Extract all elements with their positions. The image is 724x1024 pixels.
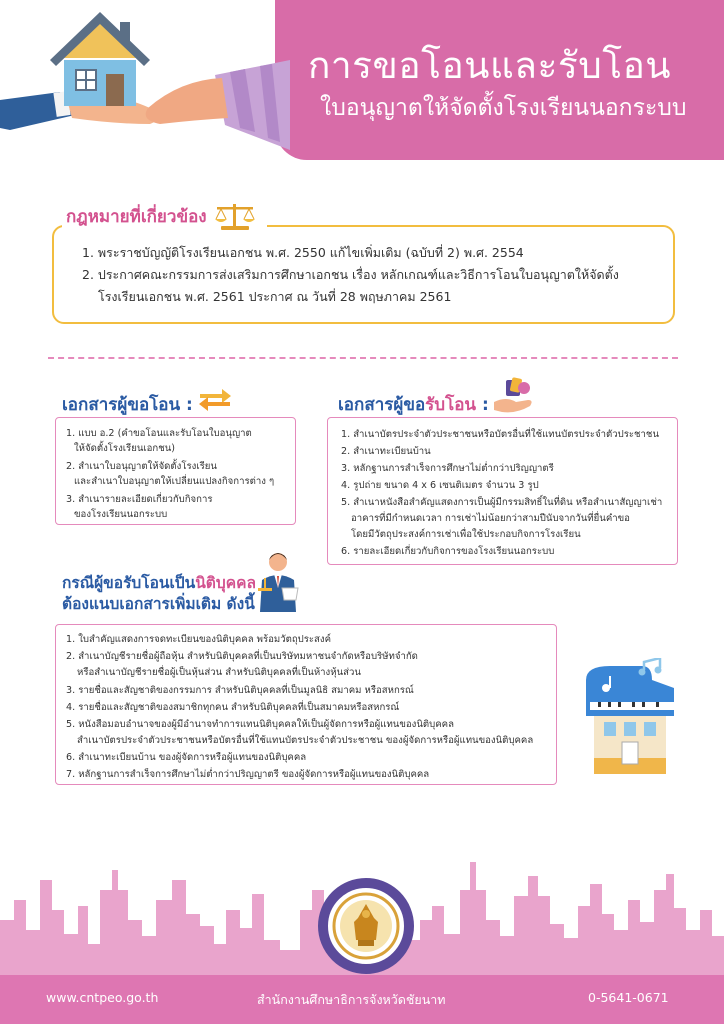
transferor-line-3: 2. สำเนาใบอนุญาตให้จัดตั้งโรงเรียน: [66, 461, 217, 472]
swap-arrows-icon: [196, 386, 234, 414]
transferee-line-4: 4. รูปถ่าย ขนาด 4 x 6 เซนติเมตร จำนวน 3 รูป: [341, 480, 539, 491]
juristic-line-4: 3. รายชื่อและสัญชาติของกรรมการ สำหรับนิติบุคคลที่เป็นมูลนิธิ สมาคม หรือสหกรณ์: [66, 685, 414, 696]
juristic-line-1: 1. ใบสำคัญแสดงการจดทะเบียนของนิติบุคคล พร้อมวัตถุประสงค์: [66, 634, 331, 645]
transferor-line-5: 3. สำเนารายละเอียดเกี่ยวกับกิจการ: [66, 494, 213, 505]
transferor-line-1: 1. แบบ อ.2 (คำขอโอนและรับโอนใบอนุญาต: [66, 428, 252, 439]
transferor-line-4: และสำเนาใบอนุญาตให้เปลี่ยนแปลงกิจการต่าง ๆ: [74, 476, 275, 487]
juristic-line-5: 4. รายชื่อและสัญชาติของสมาชิกทุกคน สำหรับนิติบุคคลที่เป็นสมาคมหรือสหกรณ์: [66, 702, 400, 713]
law-item-1: 1. พระราชบัญญัติโรงเรียนเอกชน พ.ศ. 2550 แก้ไขเพิ่มเติม (ฉบับที่ 2) พ.ศ. 2554: [82, 245, 524, 260]
law-item-2: 2. ประกาศคณะกรรมการส่งเสริมการศึกษาเอกชน เรื่อง หลักเกณฑ์และวิธีการโอนใบอนุญาตให้จัดตั้ง: [82, 267, 619, 282]
footer-website: www.cntpeo.go.th: [46, 990, 159, 1005]
juristic-line-8: 6. สำเนาทะเบียนบ้าน ของผู้จัดการหรือผู้แทนของนิติบุคคล: [66, 752, 307, 763]
juristic-line-3: หรือสำเนาบัญชีรายชื่อผู้เป็นหุ้นส่วน สำหรับนิติบุคคลที่เป็นห้างหุ้นส่วน: [77, 667, 361, 678]
footer-office: สำนักงานศึกษาธิการจังหวัดชัยนาท: [257, 992, 446, 1007]
transferee-line-6: อาคารที่มีกำหนดเวลา การเช่าไม่น้อยกว่าสามปีนับจากวันที่ยื่นคำขอ: [351, 513, 630, 524]
juristic-line-7: สำเนาบัตรประจำตัวประชาชนหรือบัตรอื่นที่ใช้แทนบัตรประจำตัวประชาชน ของผู้จัดการหรือผู้แทนของนิติบุคคล: [77, 735, 534, 746]
scale-icon: [213, 201, 257, 231]
transferee-line-3: 3. หลักฐานการสำเร็จการศึกษาไม่ต่ำกว่าปริญญาตรี: [341, 463, 554, 474]
juristic-line-6: 5. หนังสือมอบอำนาจของผู้มีอำนาจทำการแทนนิติบุคคลให้เป็นผู้จัดการหรือผู้แทนของนิติบุคคล: [66, 719, 454, 730]
juristic-heading-blue: กรณีผู้ขอรับโอนเป็น: [62, 574, 196, 592]
law-item-2-cont: โรงเรียนเอกชน พ.ศ. 2561 ประกาศ ณ วันที่ 28 พฤษภาคม 2561: [98, 289, 452, 304]
transferee-line-1: 1. สำเนาบัตรประจำตัวประชาชนหรือบัตรอื่นที่ใช้แทนบัตรประจำตัวประชาชน: [341, 429, 660, 440]
businessman-icon: [252, 548, 304, 614]
footer-phone: 0-5641-0671: [588, 990, 669, 1005]
dashed-divider: [48, 357, 678, 359]
law-heading-wrap: [62, 200, 267, 232]
transferee-line-7: โดยมีวัตถุประสงค์การเช่าเพื่อใช้ประกอบกิจการโรงเรียน: [351, 529, 581, 540]
transferee-line-8: 6. รายละเอียดเกี่ยวกับกิจการของโรงเรียนนอกระบบ: [341, 546, 555, 557]
juristic-line-2: 2. สำเนาบัญชีรายชื่อผู้ถือหุ้น สำหรับนิติบุคคลที่เป็นบริษัทมหาชนจำกัดหรือบริษัทจำกัด: [66, 651, 418, 662]
juristic-heading-pink: นิติบุคคล: [195, 574, 256, 592]
transferor-line-2: ให้จัดตั้งโรงเรียนเอกชน): [74, 443, 176, 454]
juristic-line-9: 7. หลักฐานการสำเร็จการศึกษาไม่ต่ำกว่าปริญญาตรี ของผู้จัดการหรือผู้แทนของนิติบุคคล: [66, 769, 430, 780]
transferor-heading: [62, 391, 193, 418]
transferee-heading-tail: :: [476, 395, 489, 415]
transferor-line-6: ของโรงเรียนนอกระบบ: [74, 509, 168, 520]
page-title: การขอโอนและรับโอน: [308, 44, 672, 87]
law-heading: กฎหมายที่เกี่ยวข้อง: [66, 206, 207, 227]
transferor-heading-text: เอกสารผู้ขอโอน :: [62, 395, 193, 415]
juristic-heading-2: ต้องแนบเอกสารเพิ่มเติม ดังนี้: [62, 595, 255, 613]
hand-receiving-icon: [492, 376, 536, 416]
music-school-illustration: [580, 658, 680, 780]
transferee-heading-pink: รับโอน: [425, 395, 477, 415]
transferee-line-5: 5. สำเนาหนังสือสำคัญแสดงการเป็นผู้มีกรรมสิทธิ์ในที่ดิน หรือสำเนาสัญญาเช่า: [341, 497, 663, 508]
page-subtitle: ใบอนุญาตให้จัดตั้งโรงเรียนนอกระบบ: [320, 95, 687, 121]
transferee-heading: [338, 391, 489, 418]
house-hands-illustration: [0, 0, 290, 160]
transferee-heading-blue: เอกสารผู้ขอ: [338, 395, 426, 415]
transferee-line-2: 2. สำเนาทะเบียนบ้าน: [341, 446, 431, 457]
office-seal-logo: [318, 878, 414, 974]
